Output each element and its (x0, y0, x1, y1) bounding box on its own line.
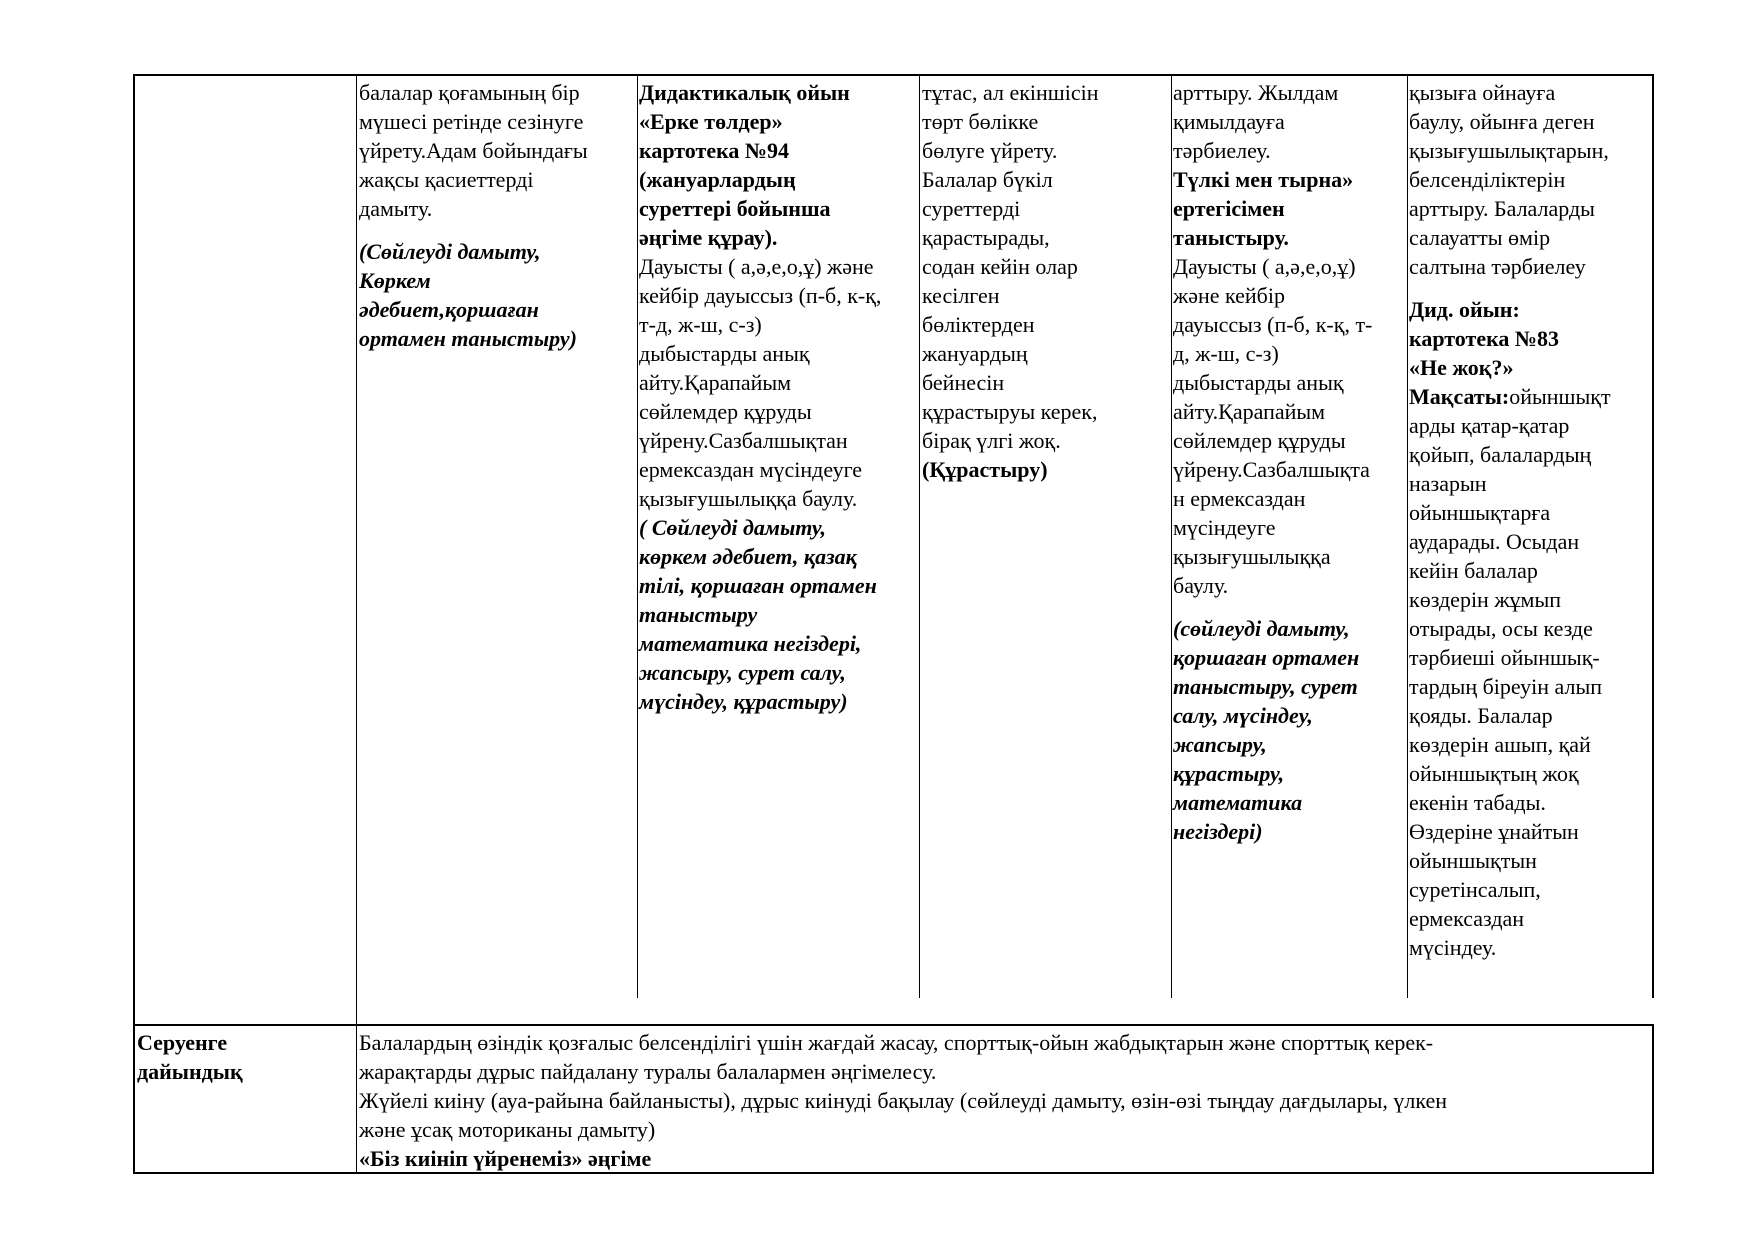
text-line: көздерін ашып, қай (1409, 732, 1591, 757)
text-line: математика (1173, 790, 1303, 815)
text-line: арды қатар-қатар (1409, 413, 1570, 438)
text-line: негіздері) (1173, 819, 1263, 844)
text-line: екенін табады. (1409, 790, 1546, 815)
column-divider (637, 74, 638, 998)
text-line: салтына тәрбиелеу (1409, 254, 1586, 279)
text-line: т-д, ж-ш, с-з) (639, 312, 762, 337)
section-content (359, 1028, 1447, 1173)
text-line: аударады. Осыдан (1409, 529, 1580, 554)
text-line: Дауысты ( а,ә,е,о,ұ) және (639, 254, 874, 279)
upper-cell-col1 (359, 78, 588, 353)
text-line: қимылдауға (1173, 109, 1285, 134)
text-line: ермексаздан мүсіндеуге (639, 457, 863, 482)
text-line: тәрбиелеу. (1173, 138, 1271, 163)
text-line: ( Сөйлеуді дамыту, (639, 515, 826, 540)
text-line: қоршаған ортамен (1173, 645, 1360, 670)
text-line: таныстыру (639, 602, 758, 627)
text-line: балалар қоғамының бір (359, 80, 580, 105)
text-line: қарастырады, (922, 225, 1050, 250)
text-line: бөліктерден (922, 312, 1035, 337)
spacer (359, 223, 588, 237)
spacer (1173, 600, 1372, 614)
text-line: әдебиет,қоршаған (359, 297, 539, 322)
text-line: дыбыстарды анық (639, 341, 810, 366)
text-line: кесілген (922, 283, 1000, 308)
text-line: Дидактикалық ойын (639, 80, 850, 105)
text-line: үйрету.Адам бойындағы (359, 138, 588, 163)
lower-table-divider (356, 1024, 357, 1174)
text-line: белсенділіктерін (1409, 167, 1566, 192)
text-line-bold: «Біз киініп үйренеміз» әңгіме (359, 1146, 652, 1171)
text-line: Түлкі мен тырна» (1173, 167, 1354, 192)
text-line: кейбір дауыссыз (п-б, к-қ, (639, 283, 882, 308)
section-label-line: дайындық (137, 1059, 243, 1084)
text-line: көздерін жұмып (1409, 587, 1562, 612)
text-line: суреттері бойынша (639, 196, 831, 221)
text-line: қызығушылыққа баулу. (639, 486, 858, 511)
text-line: жарақтарды дұрыс пайдалану туралы балалармен әңгімелесу. (359, 1059, 937, 1084)
text-line: Балалардың өзіндік қозғалыс белсенділігі үшін жағдай жасау, спорттық-ойын жабдықтарын және спорттық керек- (359, 1030, 1434, 1055)
text-line: жапсыру, сурет салу, (639, 660, 846, 685)
text-line: ойыншықтың жоқ (1409, 761, 1579, 786)
text-line: мүсіндеу, құрастыру) (639, 689, 848, 714)
text-line: (Сөйлеуді дамыту, (359, 239, 541, 264)
text-line: қояды. Балалар (1409, 703, 1553, 728)
text-line: ермексаздан (1409, 906, 1525, 931)
text-line: бөлуге үйрету. (922, 138, 1058, 163)
text-line: (Құрастыру) (922, 457, 1048, 482)
text-line: салу, мүсіндеу, (1173, 703, 1313, 728)
text-line: назарын (1409, 471, 1487, 496)
text-line: Дауысты ( а,ә,е,о,ұ) (1173, 254, 1356, 279)
text-line: баулу. (1173, 573, 1229, 598)
text-line: жақсы қасиеттерді (359, 167, 534, 192)
lower-table-top-border (133, 1024, 1654, 1026)
text-line: дыбыстарды анық (1173, 370, 1344, 395)
text-line: мүсіндеуге (1173, 515, 1276, 540)
text-line: отырады, осы кезде (1409, 616, 1593, 641)
text-line: Балалар бүкіл (922, 167, 1053, 192)
text-line: төрт бөлікке (922, 109, 1039, 134)
text-line: таныстыру. (1173, 225, 1289, 250)
text-line: (жануарлардың (639, 167, 796, 192)
text-line: жануардың (922, 341, 1028, 366)
text-line: таныстыру, сурет (1173, 674, 1358, 699)
text-line: арттыру. Жылдам (1173, 80, 1339, 105)
text-line: бейнесін (922, 370, 1005, 395)
text-line: «Ерке төлдер» (639, 109, 783, 134)
text-line: ертегісімен (1173, 196, 1285, 221)
text-line: бірақ үлгі жоқ. (922, 428, 1061, 453)
upper-cell-col3 (922, 78, 1099, 484)
text-line: Көркем (359, 268, 431, 293)
text-line: математика негіздері, (639, 631, 862, 656)
text-line: ортамен таныстыру) (359, 326, 577, 351)
lower-table-left-border (133, 1024, 135, 1174)
text-line: дамыту. (359, 196, 433, 221)
text-line: құрастыруы керек, (922, 399, 1098, 424)
upper-table-right-border (1652, 74, 1654, 998)
text-line: картотека №94 (639, 138, 790, 163)
spacer (1409, 281, 1611, 295)
text-line: үйрену.Сазбалшықтан (639, 428, 848, 453)
text-line: Жүйелі киіну (ауа-райына байланысты), дұрыс киінуді бақылау (сөйлеуді дамыту, өзін-өзі тыңдау дағдылары, үлкен (359, 1088, 1448, 1113)
text-line: содан кейін олар (922, 254, 1078, 279)
text-line: сөйлемдер құруды (639, 399, 812, 424)
text-line: және кейбір (1173, 283, 1285, 308)
text-line: дауыссыз (п-б, к-қ, т- (1173, 312, 1373, 337)
text-line: суреттерді (922, 196, 1021, 221)
column-divider (1407, 74, 1408, 998)
text-line: қызығушылыққа (1173, 544, 1331, 569)
text-line: айту.Қарапайым (1173, 399, 1326, 424)
text-line: жапсыру, (1173, 732, 1267, 757)
text-line: тәрбиеші ойыншық- (1409, 645, 1600, 670)
upper-cell-col5 (1409, 78, 1611, 962)
text-line: арттыру. Балаларды (1409, 196, 1595, 221)
text-line: және ұсақ моториканы дамыту) (359, 1117, 656, 1142)
text-line: ойыншықтын (1409, 848, 1537, 873)
text-line: құрастыру, (1173, 761, 1285, 786)
text-line: мүшесі ретінде сезінуге (359, 109, 584, 134)
text-line: тардың біреуін алып (1409, 674, 1603, 699)
column-divider (919, 74, 920, 998)
column-divider (356, 74, 357, 1024)
text-line: Мақсаты:ойыншықт (1409, 384, 1611, 409)
text-line: айту.Қарапайым (639, 370, 792, 395)
lower-table-right-border (1652, 1024, 1654, 1174)
upper-table-top-border (133, 74, 1654, 76)
text-line: ойыншықтарға (1409, 500, 1551, 525)
section-label-line: Серуенге (137, 1030, 228, 1055)
text-line: үйрену.Сазбалшықта (1173, 457, 1370, 482)
text-line: тілі, қоршаған ортамен (639, 573, 877, 598)
text-line: көркем әдебиет, қазақ (639, 544, 857, 569)
upper-table-left-border (133, 74, 135, 1024)
text-line: картотека №83 (1409, 326, 1560, 351)
text-line: қызыға ойнауға (1409, 80, 1556, 105)
text-line: тұтас, ал екіншісін (922, 80, 1099, 105)
text-line: Дид. ойын: (1409, 297, 1520, 322)
column-divider (1171, 74, 1172, 998)
text-line: сөйлемдер құруды (1173, 428, 1346, 453)
text-line: әңгіме құрау). (639, 225, 778, 250)
text-line: д, ж-ш, с-з) (1173, 341, 1279, 366)
text-line: Өздеріне ұнайтын (1409, 819, 1579, 844)
text-line: қойып, балалардың (1409, 442, 1592, 467)
text-line: н ермексаздан (1173, 486, 1306, 511)
text-line: қызығушылықтарын, (1409, 138, 1609, 163)
text-line: кейін балалар (1409, 558, 1538, 583)
text-line: (сөйлеуді дамыту, (1173, 616, 1350, 641)
text-line: салауатты өмір (1409, 225, 1551, 250)
section-label (137, 1028, 243, 1086)
text-line: суретінсалып, (1409, 877, 1541, 902)
text-line: мүсіндеу. (1409, 935, 1497, 960)
text-line: баулу, ойынға деген (1409, 109, 1595, 134)
text-line: «Не жоқ?» (1409, 355, 1514, 380)
upper-cell-col4 (1173, 78, 1372, 846)
upper-cell-col2 (639, 78, 881, 716)
